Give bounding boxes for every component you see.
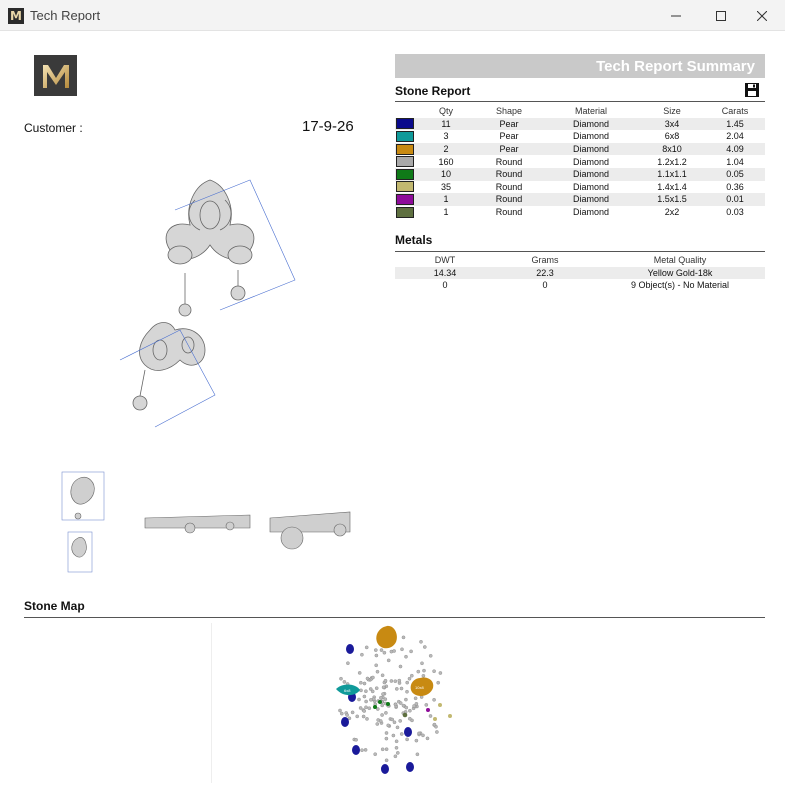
small-stone-dot	[359, 681, 362, 684]
size-cell: 1.2x1.2	[657, 156, 687, 167]
small-stone-dot	[363, 709, 366, 712]
small-stone-dot	[364, 748, 367, 751]
carats-cell: 1.45	[705, 118, 765, 131]
table-row	[395, 130, 765, 143]
thumbnail-views	[60, 470, 360, 575]
small-stone-dot	[437, 681, 440, 684]
small-stone-dot	[375, 654, 378, 657]
small-stone-dot	[365, 700, 368, 703]
material-cell: Diamond	[543, 143, 639, 156]
summary-title: Tech Report Summary	[596, 58, 755, 75]
stone-color-swatch	[396, 118, 414, 129]
small-stone-dot	[380, 649, 383, 652]
shape-cell: Pear	[499, 131, 519, 142]
small-stone-dot	[396, 726, 399, 729]
small-stone-dot	[391, 718, 394, 721]
stone-map-title: Stone Map	[24, 599, 85, 613]
small-stone-dot	[408, 709, 411, 712]
small-stone-dot	[376, 670, 379, 673]
small-stone-dot	[405, 706, 408, 709]
small-stone-dot	[390, 650, 393, 653]
small-stone-dot	[394, 680, 397, 683]
small-stone-dot	[416, 753, 419, 756]
minimize-icon	[671, 11, 681, 21]
small-stone-dot	[385, 737, 388, 740]
small-stone-dot	[425, 703, 428, 706]
jewelry-render-image	[100, 165, 300, 435]
column-header: Carats	[721, 106, 749, 117]
close-icon	[757, 11, 767, 21]
shape-cell: Round	[475, 168, 543, 181]
small-stone-dot	[338, 709, 341, 712]
metal-quality-cell: 9 Object(s) - No Material	[630, 280, 730, 291]
shape-cell: Round	[475, 193, 543, 206]
shape-cell: Pear	[475, 118, 543, 131]
small-stone-dot	[364, 690, 367, 693]
small-stone-dot	[395, 740, 398, 743]
material-cell: Diamond	[572, 207, 610, 218]
grams-cell: 22.3	[495, 267, 595, 280]
small-stone-dot	[371, 676, 374, 679]
small-stone-dot	[429, 654, 432, 657]
minimize-button[interactable]	[653, 0, 699, 31]
report-date: 17-9-26	[302, 118, 354, 135]
small-stone-dot	[395, 687, 398, 690]
material-cell: Diamond	[572, 156, 610, 167]
small-stone-dot	[381, 674, 384, 677]
material-cell: Diamond	[543, 168, 639, 181]
small-stone-dot	[371, 690, 374, 693]
carats-cell: 0.36	[726, 181, 744, 192]
small-stone-dot	[362, 715, 365, 718]
stone-map-divider	[24, 617, 765, 618]
small-stone-dot	[355, 738, 358, 741]
metals-table	[395, 254, 765, 292]
metals-divider	[395, 251, 765, 252]
window-titlebar	[0, 0, 785, 31]
small-stone-dot	[420, 662, 423, 665]
small-stone-dot	[429, 714, 432, 717]
small-stone-dot	[368, 707, 371, 710]
qty-cell: 160	[438, 156, 454, 167]
small-stone-dot	[410, 650, 413, 653]
column-header: Qty	[438, 106, 453, 117]
small-stone-dot	[399, 719, 402, 722]
teal-stone-label: 6x8	[344, 688, 351, 693]
table-row	[395, 193, 765, 206]
small-stone-dot	[346, 713, 349, 716]
table-row	[395, 155, 765, 168]
maximize-button[interactable]	[698, 0, 744, 31]
stone-map-divider-vertical	[211, 623, 212, 783]
shape-cell: Round	[495, 181, 523, 192]
dwt-cell: 0	[442, 280, 448, 291]
table-row	[395, 118, 765, 131]
small-stone-dot	[385, 759, 388, 762]
table-header-row	[395, 254, 765, 267]
small-stone-dot	[396, 751, 399, 754]
save-icon[interactable]	[744, 82, 760, 98]
small-stone-dot	[379, 719, 382, 722]
window-title: Tech Report	[30, 8, 101, 23]
shape-cell: Pear	[475, 143, 543, 156]
small-stone-dot	[359, 689, 362, 692]
table-row	[395, 143, 765, 156]
small-stone-dot	[399, 702, 402, 705]
grams-cell: 0	[542, 280, 548, 291]
table-row	[395, 206, 765, 219]
small-stone-dot	[384, 679, 387, 682]
small-stone-dot	[381, 693, 384, 696]
small-stone-dot	[346, 662, 349, 665]
small-stone-dot	[394, 703, 397, 706]
small-stone-dot	[433, 723, 436, 726]
small-stone-dot	[400, 648, 403, 651]
material-cell: Diamond	[543, 193, 639, 206]
small-stone-dot	[340, 712, 343, 715]
small-stone-dot	[375, 687, 378, 690]
small-stone-dot	[410, 674, 413, 677]
small-stone-dot	[423, 645, 426, 648]
small-stone-dot	[439, 671, 442, 674]
small-stone-dot	[339, 677, 342, 680]
column-header: Material	[574, 106, 607, 117]
small-stone-dot	[383, 651, 386, 654]
small-stone-dot	[399, 665, 402, 668]
small-stone-dot	[385, 748, 388, 751]
metals-title: Metals	[395, 233, 433, 247]
column-header: Shape	[495, 106, 523, 117]
stone-color-swatch	[396, 181, 414, 192]
small-stone-dot	[379, 696, 382, 699]
small-stone-dot	[382, 686, 385, 689]
shape-cell: Round	[495, 156, 523, 167]
small-stone-dot	[384, 698, 387, 701]
stone-color-swatch	[396, 169, 414, 180]
m-logo-icon	[41, 63, 71, 89]
small-stone-dot	[356, 715, 359, 718]
qty-cell: 1	[417, 193, 475, 206]
column-header: Metal Quality	[653, 255, 707, 266]
carats-cell: 2.04	[726, 131, 744, 142]
stone-color-swatch	[396, 144, 414, 155]
size-cell: 2x2	[664, 207, 680, 218]
maximize-icon	[716, 11, 726, 21]
stone-color-swatch	[396, 194, 414, 205]
stone-report-divider	[395, 101, 765, 102]
small-stone-dot	[415, 739, 418, 742]
small-stone-dot	[364, 706, 367, 709]
column-header: Size	[663, 106, 681, 117]
small-stone-dot	[351, 711, 354, 714]
table-row	[395, 279, 765, 292]
close-button[interactable]	[739, 0, 785, 31]
small-stone-dot	[395, 746, 398, 749]
small-stone-dot	[394, 755, 397, 758]
small-stone-dot	[390, 679, 393, 682]
small-stone-dot	[376, 722, 379, 725]
customer-label: Customer :	[24, 121, 83, 135]
qty-cell: 11	[417, 118, 475, 131]
small-stone-dot	[402, 636, 405, 639]
size-cell: 8x10	[639, 143, 705, 156]
company-logo	[34, 55, 77, 96]
small-stone-dot	[366, 677, 369, 680]
small-stone-dot	[400, 687, 403, 690]
table-row	[395, 168, 765, 181]
small-stone-dot	[359, 706, 362, 709]
color-header	[395, 105, 417, 118]
small-stone-dot	[360, 653, 363, 656]
table-header-row	[395, 105, 765, 118]
small-stone-dot	[384, 711, 387, 714]
summary-header	[395, 54, 765, 78]
size-cell: 1.5x1.5	[639, 193, 705, 206]
material-cell: Diamond	[572, 131, 610, 142]
shape-cell: Round	[495, 207, 523, 218]
small-stone-dot	[402, 704, 405, 707]
size-cell: 6x8	[664, 131, 680, 142]
small-stone-dot	[419, 640, 422, 643]
small-stone-dot	[387, 659, 390, 662]
small-stone-dot	[358, 671, 361, 674]
small-stone-dot	[417, 732, 420, 735]
small-stone-dot	[374, 753, 377, 756]
small-stone-dot	[426, 737, 429, 740]
qty-cell: 2	[417, 143, 475, 156]
small-stone-dot	[413, 704, 416, 707]
qty-cell: 1	[443, 207, 449, 218]
stone-color-swatch	[396, 131, 414, 142]
qty-cell: 35	[440, 181, 451, 192]
small-stone-dot	[369, 698, 372, 701]
small-stone-dot	[365, 717, 368, 720]
small-stone-dot	[433, 698, 436, 701]
stone-report-table	[395, 105, 765, 218]
small-stone-dot	[408, 717, 411, 720]
material-cell: Diamond	[572, 181, 610, 192]
size-cell: 1.1x1.1	[639, 168, 705, 181]
size-cell: 1.4x1.4	[657, 181, 687, 192]
small-stone-dot	[393, 721, 396, 724]
small-stone-dot	[404, 698, 407, 701]
small-stone-dot	[406, 681, 409, 684]
small-stone-dot	[417, 670, 420, 673]
small-stone-dot	[381, 748, 384, 751]
small-stone-dot	[422, 669, 425, 672]
big-stone-label: 10x8	[415, 685, 424, 690]
carats-cell: 4.09	[705, 143, 765, 156]
small-stone-dot	[374, 649, 377, 652]
small-stone-dot	[422, 674, 425, 677]
stone-report-title: Stone Report	[395, 84, 471, 98]
small-stone-dot	[404, 655, 407, 658]
stone-map-image	[330, 622, 465, 777]
dwt-cell: 14.34	[395, 267, 495, 280]
stone-color-swatch	[396, 156, 414, 167]
carats-cell: 0.01	[705, 193, 765, 206]
table-row	[395, 267, 765, 280]
small-stone-dot	[381, 713, 384, 716]
small-stone-dot	[381, 704, 384, 707]
app-logo-icon: M	[8, 8, 24, 24]
table-row	[395, 181, 765, 194]
small-stone-dot	[405, 690, 408, 693]
small-stone-dot	[363, 695, 366, 698]
small-stone-dot	[375, 664, 378, 667]
carats-cell: 0.03	[726, 207, 744, 218]
material-cell: Diamond	[543, 118, 639, 131]
small-stone-dot	[365, 646, 368, 649]
stone-color-swatch	[396, 207, 414, 218]
small-stone-dot	[398, 679, 401, 682]
small-stone-dot	[433, 670, 436, 673]
small-stone-dot	[357, 698, 360, 701]
small-stone-dot	[385, 731, 388, 734]
column-header: Grams	[531, 255, 559, 266]
small-stone-dot	[435, 730, 438, 733]
small-stone-dot	[414, 697, 417, 700]
qty-cell: 10	[417, 168, 475, 181]
small-stone-dot	[363, 682, 366, 685]
small-stone-dot	[387, 724, 390, 727]
metal-quality-cell: Yellow Gold-18k	[595, 267, 765, 280]
small-stone-dot	[392, 734, 395, 737]
size-cell: 3x4	[639, 118, 705, 131]
small-stone-dot	[406, 738, 409, 741]
small-stone-dot	[408, 677, 411, 680]
column-header: DWT	[434, 255, 456, 266]
carats-cell: 1.04	[726, 156, 744, 167]
small-stone-dot	[343, 680, 346, 683]
carats-cell: 0.05	[705, 168, 765, 181]
qty-cell: 3	[443, 131, 449, 142]
small-stone-dot	[360, 749, 363, 752]
small-stone-dot	[400, 732, 403, 735]
